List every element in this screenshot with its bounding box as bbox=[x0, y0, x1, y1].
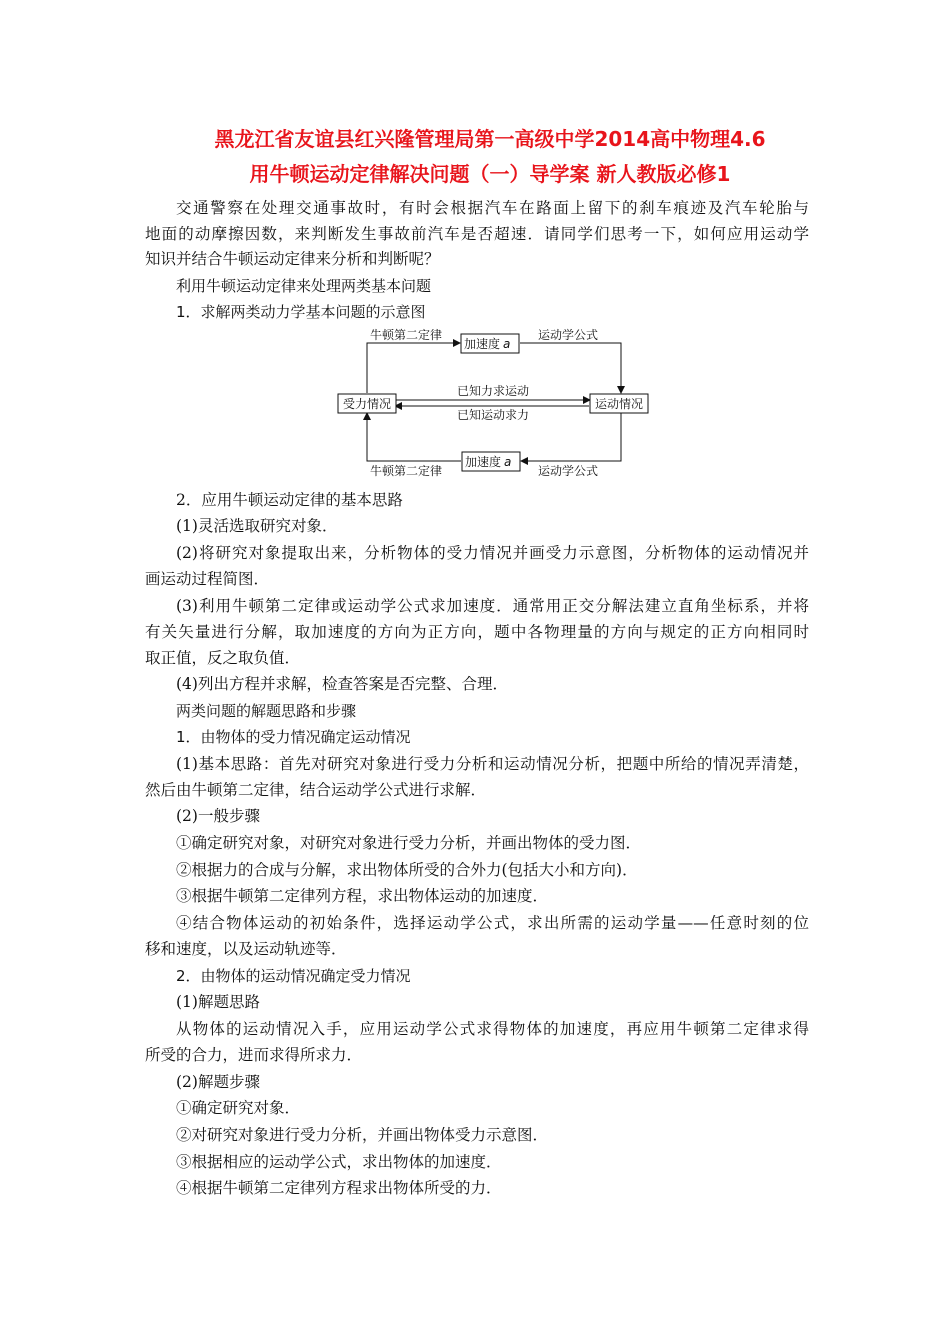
section1-sub2: 2．应用牛顿运动定律的基本思路 bbox=[176, 491, 403, 509]
solving-step-2: ②对研究对象进行受力分析，并画出物体受力示意图． bbox=[176, 1126, 549, 1144]
mid-upper-label: 已知力求运动 bbox=[456, 384, 530, 398]
thinking-step-3a: (3)利用牛顿第二定律或运动学公式求加速度．通常用正交分解法建立直角坐标系，并将 bbox=[176, 597, 809, 615]
thinking-step-3b: 有关矢量进行分解，取加速度的方向为正方向，题中各物理量的方向与规定的正方向相同时 bbox=[145, 623, 809, 641]
solving-idea-b: 所受的合力，进而求得所求力． bbox=[145, 1046, 363, 1064]
solving-idea-a: 从物体的运动情况入手，应用运动学公式求得物体的加速度，再应用牛顿第二定律求得 bbox=[176, 1020, 809, 1038]
intro-line-2: 地面的动摩擦因数，来判断发生事故前汽车是否超速．请同学们思考一下，如何应用运动学 bbox=[145, 225, 809, 243]
document-title-line1: 黑龙江省友谊县红兴隆管理局第一高级中学2014高中物理4.6 bbox=[214, 127, 766, 151]
section2-sub1: 1．由物体的受力情况确定运动情况 bbox=[176, 728, 411, 746]
solving-idea-label: (1)解题思路 bbox=[176, 993, 260, 1011]
top-left-arrow bbox=[367, 343, 460, 393]
solving-steps-label: (2)解题步骤 bbox=[176, 1073, 260, 1091]
basic-idea-b: 然后由牛顿第二定律，结合运动学公式进行求解． bbox=[145, 781, 487, 799]
section2-heading: 两类问题的解题思路和步骤 bbox=[176, 702, 357, 720]
general-step-2: ②根据力的合成与分解，求出物体所受的合外力(包括大小和方向)． bbox=[176, 861, 638, 879]
general-step-3: ③根据牛顿第二定律列方程，求出物体运动的加速度． bbox=[176, 887, 549, 905]
thinking-step-3c: 取正值，反之取负值． bbox=[145, 649, 301, 667]
section1-heading: 利用牛顿运动定律来处理两类基本问题 bbox=[176, 277, 432, 295]
general-step-4a: ④结合物体运动的初始条件，选择运动学公式，求出所需的运动学量——任意时刻的位 bbox=[176, 914, 809, 932]
solving-step-4: ④根据牛顿第二定律列方程求出物体所受的力． bbox=[176, 1179, 502, 1197]
thinking-step-4: (4)列出方程并求解，检查答案是否完整、合理． bbox=[176, 675, 508, 693]
section2-sub2: 2．由物体的运动情况确定受力情况 bbox=[176, 967, 411, 985]
document-title-line2: 用牛顿运动定律解决问题（一）导学案 新人教版必修1 bbox=[249, 162, 731, 186]
general-step-4b: 移和速度，以及运动轨迹等． bbox=[145, 940, 347, 958]
thinking-step-1: (1)灵活选取研究对象． bbox=[176, 517, 338, 535]
thinking-step-2a: (2)将研究对象提取出来，分析物体的受力情况并画受力示意图，分析物体的运动情况并 bbox=[176, 544, 809, 562]
top-right-label: 运动学公式 bbox=[538, 328, 599, 342]
intro-line-3: 知识并结合牛顿运动定律来分析和判断呢？ bbox=[145, 250, 440, 268]
section1-sub1: 1．求解两类动力学基本问题的示意图 bbox=[176, 303, 426, 321]
motion-box-label: 运动情况 bbox=[594, 397, 644, 411]
mid-lower-label: 已知运动求力 bbox=[456, 408, 530, 422]
intro-line-1: 交通警察在处理交通事故时，有时会根据汽车在路面上留下的刹车痕迹及汽车轮胎与 bbox=[176, 199, 809, 217]
solving-step-1: ①确定研究对象． bbox=[176, 1099, 301, 1117]
bottom-left-label: 牛顿第二定律 bbox=[370, 464, 443, 478]
bottom-right-label: 运动学公式 bbox=[538, 464, 599, 478]
bottom-accel-label: 加速度 a bbox=[465, 455, 512, 469]
bottom-right-arrow bbox=[521, 413, 621, 461]
force-box-label: 受力情况 bbox=[342, 397, 392, 411]
solving-step-3: ③根据相应的运动学公式，求出物体的加速度． bbox=[176, 1153, 502, 1171]
general-steps-label: (2)一般步骤 bbox=[176, 807, 260, 825]
top-left-label: 牛顿第二定律 bbox=[370, 328, 443, 342]
top-accel-label: 加速度 a bbox=[464, 337, 511, 351]
bottom-left-arrow bbox=[367, 413, 461, 461]
top-right-arrow bbox=[520, 343, 621, 393]
thinking-step-2b: 画运动过程简图． bbox=[145, 570, 270, 588]
general-step-1: ①确定研究对象，对研究对象进行受力分析，并画出物体的受力图． bbox=[176, 834, 642, 852]
dynamics-flow-diagram bbox=[330, 325, 660, 483]
basic-idea-a: (1)基本思路：首先对研究对象进行受力分析和运动情况分析，把题中所给的情况弄清楚， bbox=[176, 755, 809, 773]
